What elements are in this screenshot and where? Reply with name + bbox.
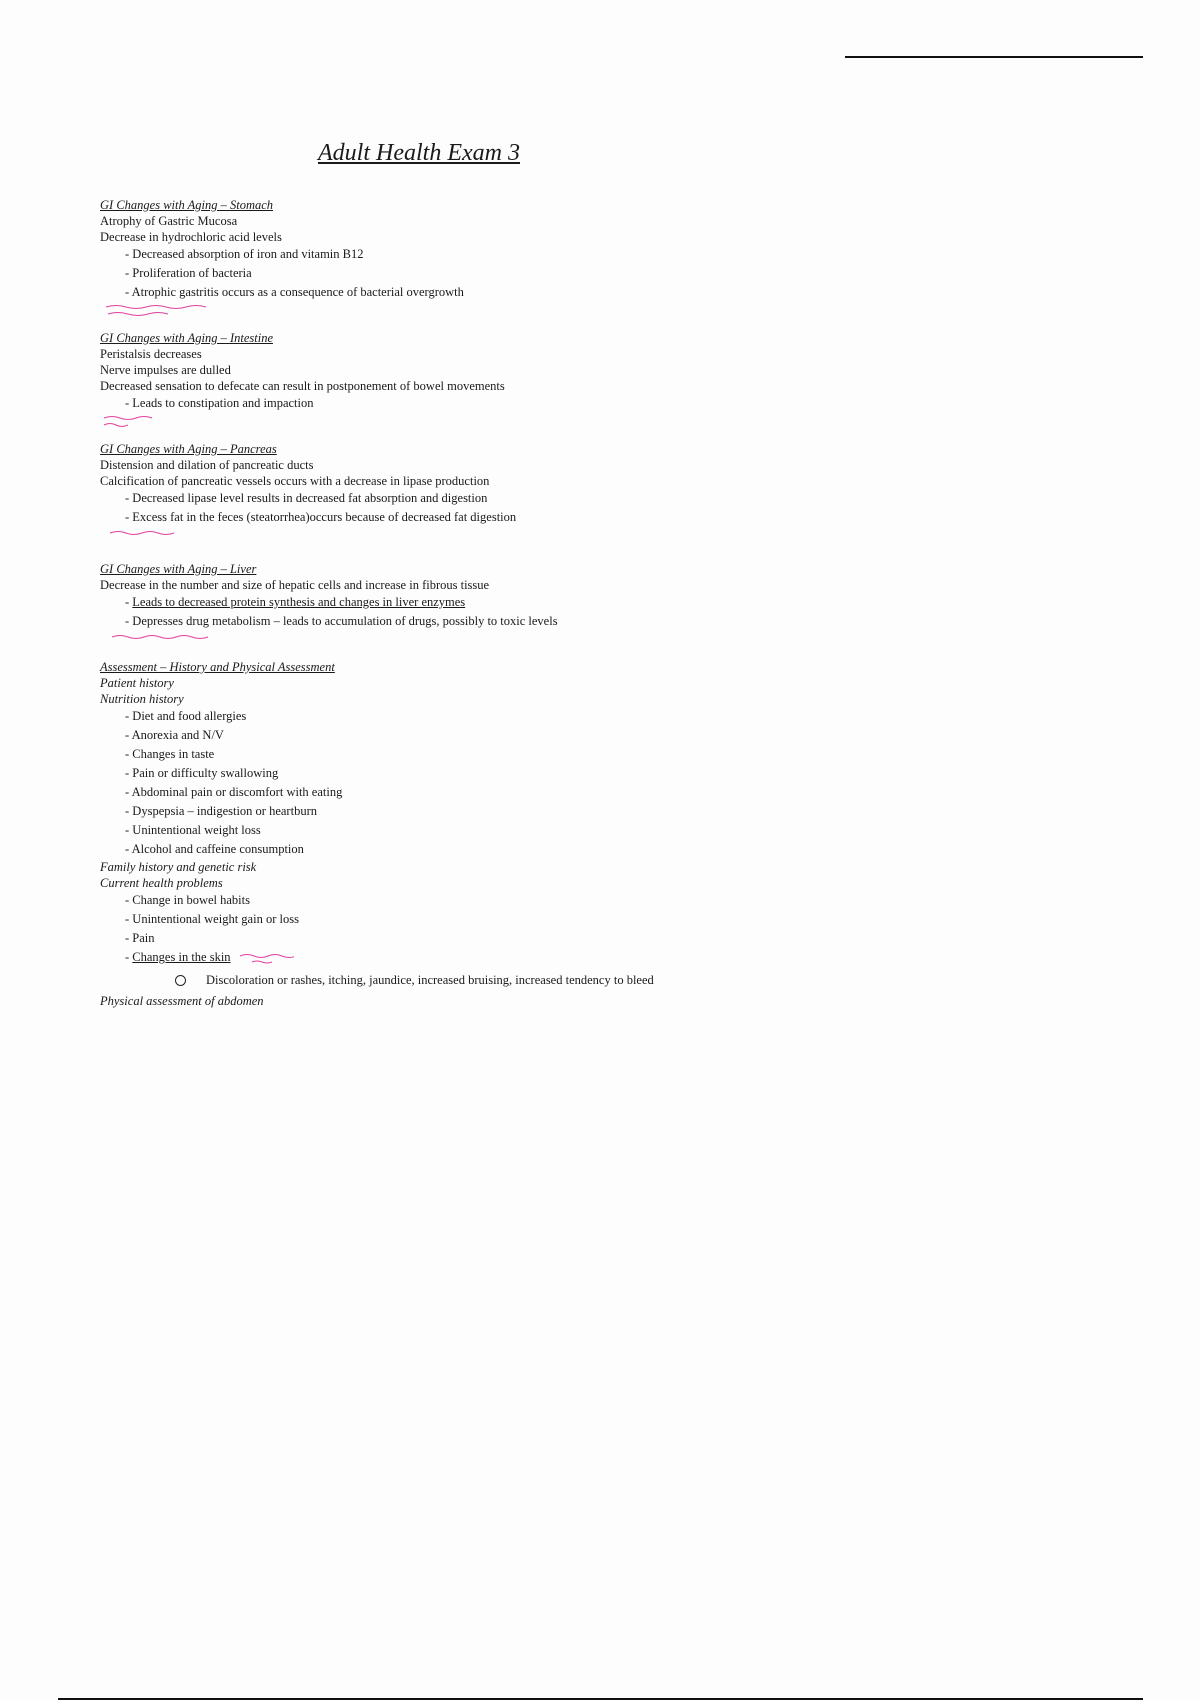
intestine-line: Peristalsis decreases	[100, 347, 202, 361]
current-problems-label: Current health problems	[100, 876, 223, 890]
document-body	[100, 197, 1100, 1009]
nutrition-bullet: - Alcohol and caffeine consumption	[125, 840, 1100, 859]
skin-subbullet	[175, 971, 1100, 989]
liver-bullet	[125, 593, 1100, 612]
handwritten-note	[100, 413, 1100, 431]
intestine-heading: GI Changes with Aging – Intestine	[100, 331, 274, 345]
pancreas-line: Calcification of pancreatic vessels occurs with a decrease in lipase production	[100, 474, 490, 488]
nutrition-bullet: - Dyspepsia – indigestion or heartburn	[125, 802, 1100, 821]
current-bullet: - Pain	[125, 929, 1100, 948]
handwritten-note	[100, 302, 1100, 320]
pancreas-line: Distension and dilation of pancreatic ducts	[100, 458, 314, 472]
pancreas-bullet: - Excess fat in the feces (steatorrhea)occurs because of decreased fat digestion	[125, 508, 1100, 527]
handwritten-note	[100, 527, 1100, 545]
assessment-heading: Assessment – History and Physical Assessment	[100, 660, 335, 674]
circle-bullet-icon	[175, 975, 186, 986]
stomach-line: Decrease in hydrochloric acid levels	[100, 230, 282, 244]
liver-bullet-text: Leads to decreased protein synthesis and changes in liver enzymes	[132, 595, 466, 609]
pancreas-bullet: - Decreased lipase level results in decreased fat absorption and digestion	[125, 489, 1100, 508]
family-history-label: Family history and genetic risk	[100, 860, 257, 874]
handwritten-note	[238, 951, 294, 965]
nutrition-bullet: - Diet and food allergies	[125, 707, 1100, 726]
document-title: Adult Health Exam 3	[318, 140, 520, 166]
current-bullet-text: Changes in the skin	[132, 950, 231, 964]
intestine-line: Decreased sensation to defecate can result in postponement of bowel movements	[100, 379, 505, 393]
stomach-heading: GI Changes with Aging – Stomach	[100, 198, 274, 212]
patient-history-label: Patient history	[100, 676, 174, 690]
intestine-bullet: - Leads to constipation and impaction	[125, 394, 1100, 413]
liver-heading: GI Changes with Aging – Liver	[100, 562, 257, 576]
stomach-line: Atrophy of Gastric Mucosa	[100, 214, 238, 228]
stomach-bullet: - Proliferation of bacteria	[125, 264, 1100, 283]
header-rule	[845, 56, 1143, 58]
current-bullet	[125, 948, 1100, 967]
nutrition-bullet: - Pain or difficulty swallowing	[125, 764, 1100, 783]
nutrition-bullet: - Anorexia and N/V	[125, 726, 1100, 745]
nutrition-bullet: - Changes in taste	[125, 745, 1100, 764]
skin-subbullet-text: Discoloration or rashes, itching, jaundice, increased bruising, increased tendency to bleed	[206, 973, 654, 987]
liver-line: Decrease in the number and size of hepatic cells and increase in fibrous tissue	[100, 578, 490, 592]
current-bullet: - Change in bowel habits	[125, 891, 1100, 910]
nutrition-bullet: - Abdominal pain or discomfort with eating	[125, 783, 1100, 802]
nutrition-bullet: - Unintentional weight loss	[125, 821, 1100, 840]
handwritten-note	[100, 631, 1100, 649]
stomach-bullet: - Decreased absorption of iron and vitamin B12	[125, 245, 1100, 264]
nutrition-history-label: Nutrition history	[100, 692, 184, 706]
pancreas-heading: GI Changes with Aging – Pancreas	[100, 442, 277, 456]
intestine-line: Nerve impulses are dulled	[100, 363, 231, 377]
current-bullet: - Unintentional weight gain or loss	[125, 910, 1100, 929]
physical-assessment-label: Physical assessment of abdomen	[100, 994, 264, 1008]
liver-bullet: - Depresses drug metabolism – leads to accumulation of drugs, possibly to toxic levels	[125, 612, 1100, 631]
stomach-bullet: - Atrophic gastritis occurs as a consequence of bacterial overgrowth	[125, 283, 1100, 302]
